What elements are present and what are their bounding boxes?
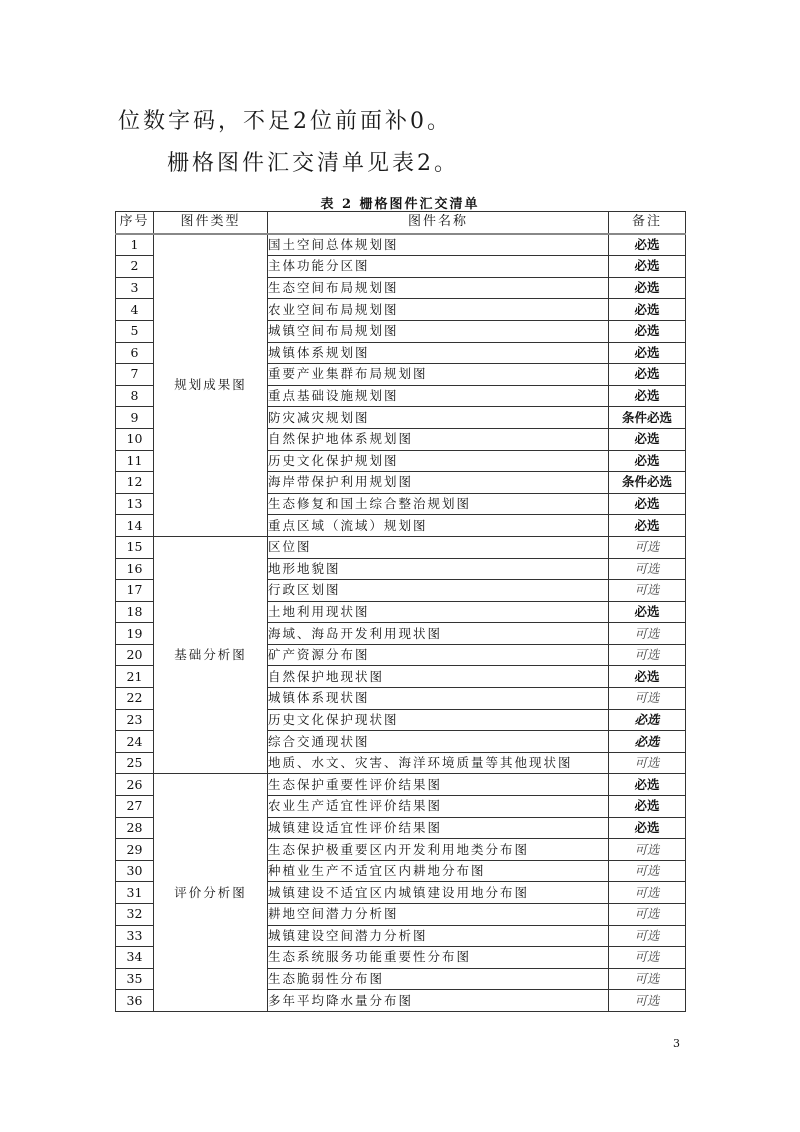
serial-no-cell: 10	[116, 428, 154, 450]
map-name-cell: 地质、水文、灾害、海洋环境质量等其他现状图	[268, 752, 609, 774]
serial-no-cell: 24	[116, 731, 154, 753]
remarks-cell: 可选	[609, 968, 686, 990]
header-remarks: 备注	[609, 212, 686, 234]
remarks-cell: 必选	[609, 342, 686, 364]
page-number: 3	[673, 1037, 680, 1050]
header-map-name: 图件名称	[268, 212, 609, 234]
remarks-cell: 必选	[609, 601, 686, 623]
remarks-cell: 可选	[609, 536, 686, 558]
serial-no-cell: 5	[116, 320, 154, 342]
table-body	[116, 234, 686, 1012]
map-name-cell: 种植业生产不适宜区内耕地分布图	[268, 860, 609, 882]
remarks-cell: 可选	[609, 644, 686, 666]
remarks-cell: 必选	[609, 515, 686, 537]
remarks-cell: 必选	[609, 385, 686, 407]
remarks-cell: 条件必选	[609, 407, 686, 429]
serial-no-cell: 20	[116, 644, 154, 666]
serial-no-cell: 16	[116, 558, 154, 580]
serial-no-cell: 27	[116, 796, 154, 818]
map-name-cell: 防灾减灾规划图	[268, 407, 609, 429]
remarks-cell: 必选	[609, 299, 686, 321]
serial-no-cell: 19	[116, 623, 154, 645]
map-name-cell: 耕地空间潜力分析图	[268, 904, 609, 926]
serial-no-cell: 21	[116, 666, 154, 688]
remarks-cell: 可选	[609, 839, 686, 861]
serial-no-cell: 35	[116, 968, 154, 990]
remarks-cell: 必选	[609, 234, 686, 256]
serial-no-cell: 29	[116, 839, 154, 861]
serial-no-cell: 28	[116, 817, 154, 839]
map-name-cell: 国土空间总体规划图	[268, 234, 609, 256]
map-type-cell: 基础分析图	[154, 536, 268, 774]
map-name-cell: 城镇空间布局规划图	[268, 320, 609, 342]
map-type-cell: 规划成果图	[154, 234, 268, 537]
serial-no-cell: 22	[116, 688, 154, 710]
map-name-cell: 生态修复和国土综合整治规划图	[268, 493, 609, 515]
serial-no-cell: 31	[116, 882, 154, 904]
map-name-cell: 生态系统服务功能重要性分布图	[268, 947, 609, 969]
map-name-cell: 城镇建设不适宜区内城镇建设用地分布图	[268, 882, 609, 904]
table-row	[116, 234, 686, 256]
remarks-cell: 必选	[609, 256, 686, 278]
serial-no-cell: 14	[116, 515, 154, 537]
map-name-cell: 矿产资源分布图	[268, 644, 609, 666]
table-caption: 表 2 栅格图件汇交清单	[320, 197, 480, 212]
remarks-cell: 必选	[609, 796, 686, 818]
remarks-cell: 可选	[609, 688, 686, 710]
serial-no-cell: 18	[116, 601, 154, 623]
serial-no-cell: 26	[116, 774, 154, 796]
header-map-type: 图件类型	[154, 212, 268, 234]
serial-no-cell: 2	[116, 256, 154, 278]
table-row	[116, 774, 686, 796]
map-name-cell: 海岸带保护利用规划图	[268, 472, 609, 494]
serial-no-cell: 13	[116, 493, 154, 515]
table-header-row	[116, 212, 686, 234]
remarks-cell: 可选	[609, 947, 686, 969]
map-name-cell: 生态脆弱性分布图	[268, 968, 609, 990]
serial-no-cell: 25	[116, 752, 154, 774]
serial-no-cell: 7	[116, 364, 154, 386]
remarks-cell: 可选	[609, 925, 686, 947]
serial-no-cell: 15	[116, 536, 154, 558]
remarks-cell: 必选	[609, 364, 686, 386]
remarks-cell: 必选	[609, 666, 686, 688]
map-name-cell: 区位图	[268, 536, 609, 558]
serial-no-cell: 33	[116, 925, 154, 947]
map-name-cell: 城镇体系规划图	[268, 342, 609, 364]
serial-no-cell: 23	[116, 709, 154, 731]
map-name-cell: 土地利用现状图	[268, 601, 609, 623]
map-name-cell: 农业生产适宜性评价结果图	[268, 796, 609, 818]
serial-no-cell: 17	[116, 580, 154, 602]
remarks-cell: 可选	[609, 752, 686, 774]
map-name-cell: 主体功能分区图	[268, 256, 609, 278]
serial-no-cell: 34	[116, 947, 154, 969]
map-name-cell: 历史文化保护现状图	[268, 709, 609, 731]
serial-no-cell: 3	[116, 277, 154, 299]
map-name-cell: 综合交通现状图	[268, 731, 609, 753]
map-name-cell: 农业空间布局规划图	[268, 299, 609, 321]
serial-no-cell: 32	[116, 904, 154, 926]
serial-no-cell: 11	[116, 450, 154, 472]
remarks-cell: 必选	[609, 817, 686, 839]
remarks-cell: 可选	[609, 990, 686, 1012]
remarks-cell: 必选	[609, 731, 686, 753]
map-name-cell: 生态空间布局规划图	[268, 277, 609, 299]
map-name-cell: 历史文化保护规划图	[268, 450, 609, 472]
serial-no-cell: 36	[116, 990, 154, 1012]
map-name-cell: 多年平均降水量分布图	[268, 990, 609, 1012]
map-name-cell: 城镇体系现状图	[268, 688, 609, 710]
remarks-cell: 可选	[609, 904, 686, 926]
map-name-cell: 重点基础设施规划图	[268, 385, 609, 407]
remarks-cell: 必选	[609, 493, 686, 515]
map-name-cell: 自然保护地现状图	[268, 666, 609, 688]
remarks-cell: 必选	[609, 774, 686, 796]
serial-no-cell: 1	[116, 234, 154, 256]
map-name-cell: 重点区域（流域）规划图	[268, 515, 609, 537]
remarks-cell: 可选	[609, 580, 686, 602]
map-name-cell: 行政区划图	[268, 580, 609, 602]
remarks-cell: 必选	[609, 709, 686, 731]
map-name-cell: 地形地貌图	[268, 558, 609, 580]
map-name-cell: 海域、海岛开发利用现状图	[268, 623, 609, 645]
remarks-cell: 可选	[609, 882, 686, 904]
remarks-cell: 必选	[609, 428, 686, 450]
serial-no-cell: 12	[116, 472, 154, 494]
remarks-cell: 可选	[609, 860, 686, 882]
remarks-cell: 可选	[609, 558, 686, 580]
map-name-cell: 自然保护地体系规划图	[268, 428, 609, 450]
remarks-cell: 可选	[609, 623, 686, 645]
serial-no-cell: 8	[116, 385, 154, 407]
body-paragraph-1: 位数字码，不足2位前面补0。	[118, 109, 452, 134]
map-name-cell: 城镇建设空间潜力分析图	[268, 925, 609, 947]
serial-no-cell: 6	[116, 342, 154, 364]
body-paragraph-2: 栅格图件汇交清单见表2。	[167, 151, 459, 176]
remarks-cell: 条件必选	[609, 472, 686, 494]
remarks-cell: 必选	[609, 277, 686, 299]
table-row	[116, 536, 686, 558]
map-name-cell: 生态保护重要性评价结果图	[268, 774, 609, 796]
map-type-cell: 评价分析图	[154, 774, 268, 1012]
serial-no-cell: 4	[116, 299, 154, 321]
serial-no-cell: 30	[116, 860, 154, 882]
map-name-cell: 城镇建设适宜性评价结果图	[268, 817, 609, 839]
serial-no-cell: 9	[116, 407, 154, 429]
map-name-cell: 重要产业集群布局规划图	[268, 364, 609, 386]
raster-map-submission-table	[115, 211, 686, 1012]
remarks-cell: 必选	[609, 450, 686, 472]
remarks-cell: 必选	[609, 320, 686, 342]
header-serial-no: 序号	[116, 212, 154, 234]
map-name-cell: 生态保护极重要区内开发利用地类分布图	[268, 839, 609, 861]
